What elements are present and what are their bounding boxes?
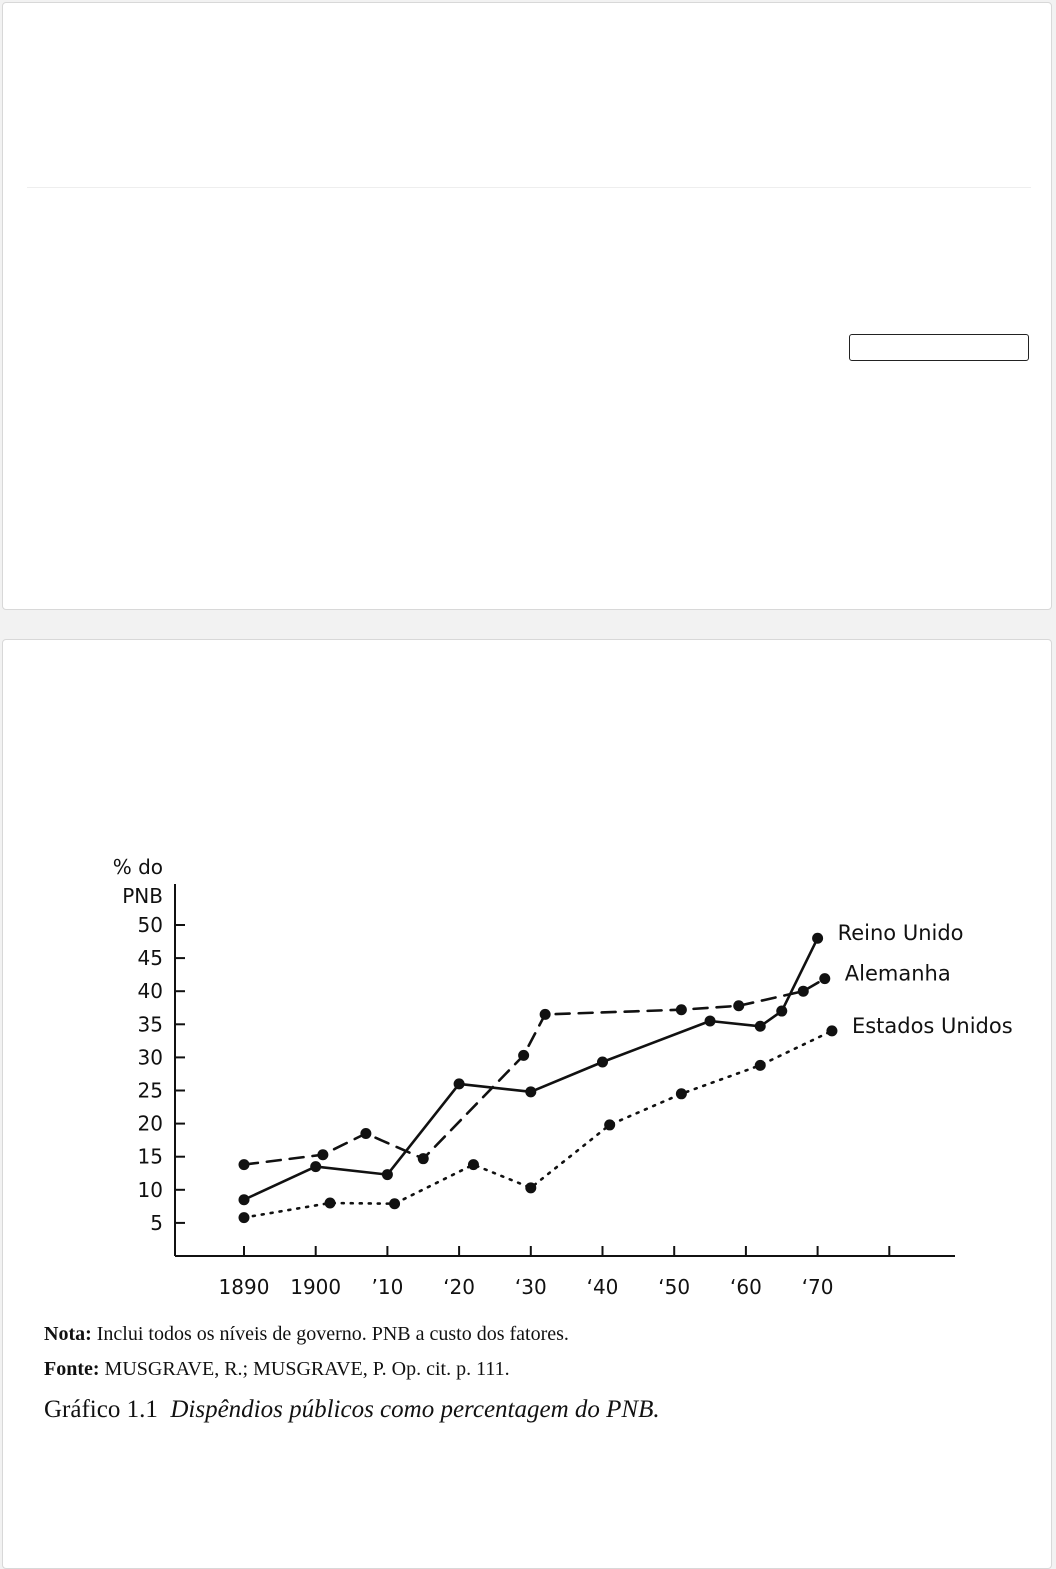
data-point-reino-unido [454, 1078, 465, 1089]
data-point-reino-unido [597, 1057, 608, 1068]
y-tick-label: 5 [150, 1210, 163, 1235]
legend-label-alemanha: Alemanha [844, 961, 951, 986]
data-point-estados-unidos [755, 1060, 766, 1071]
data-point-estados-unidos [468, 1159, 479, 1170]
data-point-alemanha [540, 1009, 551, 1020]
data-point-alemanha [819, 973, 830, 984]
data-point-alemanha [418, 1153, 429, 1164]
x-tick-label: ‘40 [586, 1275, 619, 1299]
note-text: Inclui todos os níveis de governo. PNB a custo dos fatores. [91, 1323, 569, 1345]
series-line-estados-unidos [244, 1031, 832, 1218]
data-point-estados-unidos [604, 1119, 615, 1130]
source-line [44, 1358, 510, 1381]
x-tick-label: ‘50 [658, 1275, 691, 1299]
series-line-reino-unido [244, 938, 818, 1199]
data-point-reino-unido [525, 1086, 536, 1097]
x-tick-label: ‘30 [514, 1275, 547, 1299]
data-point-reino-unido [239, 1194, 250, 1205]
data-point-estados-unidos [239, 1212, 250, 1223]
data-point-reino-unido [776, 1006, 787, 1017]
y-tick-label: 15 [137, 1144, 163, 1169]
x-tick-label: ‘70 [801, 1275, 834, 1299]
x-tick-label: ‘20 [443, 1275, 476, 1299]
x-tick-label: 1890 [218, 1275, 270, 1299]
data-point-reino-unido [705, 1015, 716, 1026]
y-tick-label: 20 [137, 1111, 163, 1136]
y-tick-label: 50 [137, 913, 163, 937]
data-point-estados-unidos [325, 1198, 336, 1209]
y-tick-label: 25 [137, 1078, 163, 1103]
data-point-alemanha [733, 1000, 744, 1011]
source-text: MUSGRAVE, R.; MUSGRAVE, P. Op. cit. p. 111. [99, 1358, 510, 1380]
y-tick-label: 10 [137, 1177, 163, 1202]
x-tick-label: ’10 [371, 1275, 404, 1299]
y-tick-label: 40 [137, 979, 163, 1004]
data-point-alemanha [798, 986, 809, 997]
note-line [44, 1323, 569, 1346]
data-point-estados-unidos [676, 1088, 687, 1099]
data-point-alemanha [518, 1050, 529, 1061]
y-axis-label: PNB [122, 884, 163, 908]
y-tick-label: 45 [137, 946, 163, 971]
data-point-reino-unido [755, 1021, 766, 1032]
data-point-estados-unidos [389, 1198, 400, 1209]
data-point-alemanha [360, 1128, 371, 1139]
data-point-alemanha [317, 1149, 328, 1160]
data-point-reino-unido [310, 1161, 321, 1172]
y-tick-label: 35 [137, 1012, 163, 1037]
figure-title: Dispêndios públicos como percentagem do PNB. [170, 1396, 660, 1423]
data-point-alemanha [676, 1004, 687, 1015]
data-point-estados-unidos [826, 1025, 837, 1036]
legend-label-reino-unido: Reino Unido [837, 921, 964, 946]
data-point-reino-unido [812, 933, 823, 944]
data-point-reino-unido [382, 1169, 393, 1180]
figure-caption [44, 1396, 660, 1424]
y-tick-label: 30 [137, 1045, 163, 1070]
x-tick-label: 1900 [290, 1275, 342, 1299]
legend-label-estados-unidos: Estados Unidos [851, 1013, 1013, 1038]
x-tick-label: ‘60 [729, 1275, 762, 1299]
data-point-estados-unidos [525, 1182, 536, 1193]
note-label: Nota: [44, 1323, 92, 1345]
source-label: Fonte: [44, 1358, 100, 1380]
y-axis-label: % do [112, 855, 163, 879]
data-point-alemanha [239, 1159, 250, 1170]
figure-number: Gráfico 1.1 [44, 1396, 158, 1423]
